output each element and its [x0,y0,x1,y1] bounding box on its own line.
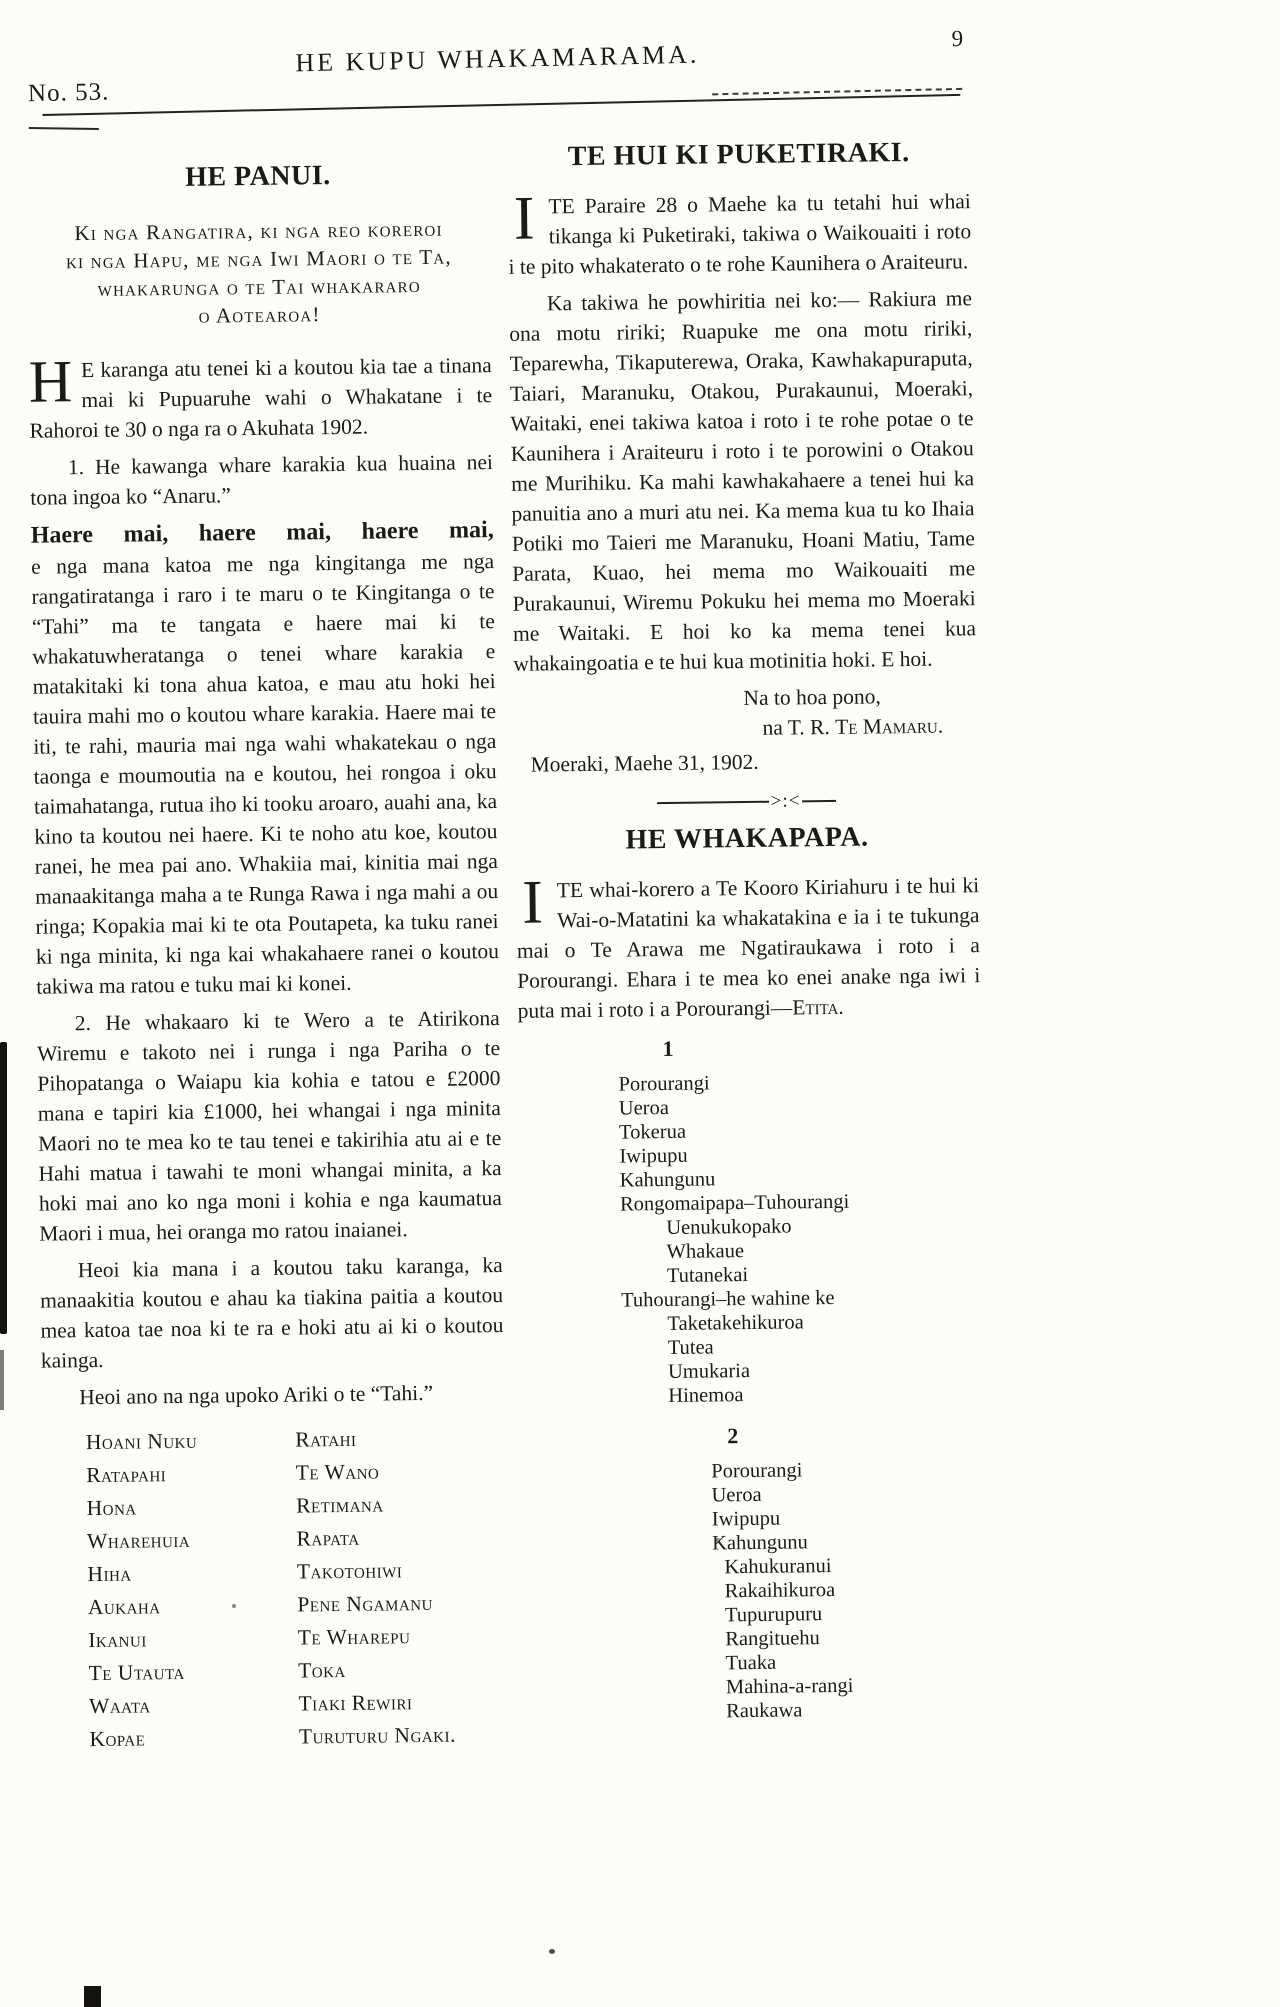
signatory-name: Waata [88,1693,151,1719]
signatory-name: Ratapahi [86,1462,167,1488]
whakapapa-entry: Taketakehikuroa [667,1311,804,1336]
whakapapa-list-1 [618,1068,985,1408]
heoi-paragraph: Heoi kia mana i a koutou taku karanga, ka manaakitia koutou e ahau ka tiakina paitia a koutou mea katoa tae noa ki te ra e hoki atu ai ki o koutou kainga. [39,1253,504,1373]
whakapapa-entry: Kahungunu [712,1531,808,1555]
issue-number: No. 53. [27,78,110,108]
dropcap-i: I [521,868,544,937]
scan-artifact-speck [549,1949,555,1954]
whakapapa-entry: Iwipupu [619,1144,688,1168]
page-title: HE KUPU WHAKAMARAMA. [295,39,700,78]
whakapapa-entry: Tuhourangi–he wahine ke [621,1286,835,1312]
whakapapa-entry: Rakaihikuroa [724,1578,836,1603]
page-number: 9 [951,25,964,52]
etita-credit: Etita. [792,994,844,1020]
signatory-name: Hiha [87,1561,132,1587]
whakapapa-entry: Whakaue [666,1240,745,1264]
whakapapa-list1-label: 1 [662,1035,674,1062]
signatory-name: Turuturu Ngaki. [298,1722,457,1749]
masthead [25,25,971,147]
signature-line [514,710,977,746]
signatory-name: Kopae [89,1726,146,1752]
divider-line [802,800,836,802]
announcement-paragraph [29,350,493,446]
whakapapa-entry: Rangituehu [725,1627,820,1651]
signatory-name: Pene Ngamanu [297,1590,434,1617]
signatory-name: Aukaha [87,1594,161,1620]
signatory-column-1 [86,1424,300,1757]
signatory-name: Te Wano [295,1459,380,1485]
panui-heading: HE PANUI. [184,160,331,193]
whakapapa-entry: Iwipupu [711,1507,781,1531]
masthead-rule [42,94,960,116]
whakapapa-entry: Tuaka [725,1651,777,1675]
signatory-name: Rapata [296,1525,360,1551]
address-line: Ki nga Rangatira, ki nga reo koreroi [74,216,443,246]
whakapapa-intro-paragraph [516,870,981,1026]
whakapapa-entry: Porourangi [711,1459,803,1483]
address-line: whakarunga o te Tai whakararo [97,272,421,301]
signature-prefix: na T. R. [762,714,836,740]
signatory-name: Hoani Nuku [85,1428,198,1455]
panui-address [27,214,491,332]
signatory-name: Ratahi [295,1426,357,1452]
whakapapa-entry: Kahukuranui [724,1555,832,1579]
scan-artifact-edge-strip [0,1350,4,1410]
address-line: o Aotearoa! [198,302,321,328]
signatory-column-2 [295,1421,509,1754]
signatory-name: Tiaki Rewiri [298,1690,413,1716]
whakapapa-entry: Mahina-a-rangi [725,1674,854,1699]
scan-artifact-edge-strip [0,1042,7,1334]
scan-artifact-speck [716,1538,720,1542]
divider-line [657,801,769,804]
signature-salutation: Na to hoa pono, [743,684,881,711]
hui-body-paragraph: Ka takiwa he powhiritia nei ko:— Rakiura me ona motu ririki; Ruapuke me ona motu ririki, Teparewha, Tikaputerewa, Oraka, Kawhakapuraputa, Taiari, Maranuku, Otakou, Purakaunui, Moeraki, Waitaki, enei takiwa katoa i roto i te rohe potae o te Kaunihera i Araiteuru i roto i te porowini o Otakou me Murihiku. Ka mahi kawhakahaere a tenei hui ka panuitia ano a muri atu nei. Ka mema kua tu ko Ihaia Potiki mo Taieri me Maranuku, Hoani Matiu, Tame Parata, Kuao, hei mema mo Waikouaiti me Purakaunui, Wiremu Pokuku hei mema mo Moeraki me Waitaki. E hoi ko ka mema tenei kua whakaingoatia e te hui kua motinitia hoki. E hoi. [509,286,977,676]
whakapapa-entry: Ueroa [711,1483,762,1507]
scan-artifact-blob [84,1986,101,2007]
signatory-name: Hona [86,1495,137,1521]
whakapapa-entry: Tutea [667,1336,714,1360]
item2-paragraph: 2. He whakaaro ki te Wero a te Atirikona Wiremu e takoto nei i runga i nga Pariha o te Pihopatanga o Waiapu kia kohia e tatou e £2000 mana e tapiri kia £1000, hei whangai i nga minita Maori no te mea ko te tau tenei e takirihia atu ai e te Hahi matua i tawahi te moni whangai minita, a ka hoki mai ano ko nga moni i kohia e nga kaumatua Maori i mua, hei oranga mo ratou inaianei. [36,1006,503,1246]
whakapapa-entry: Tokerua [618,1120,687,1144]
announcement-text: E karanga atu tenei ki a koutou kia tae a tinana mai ki Pupuaruhe wahi o Whakatane i te Rahoroi te 30 o nga ra o Akuhata 1902. [29,353,493,443]
hui-heading: TE HUI KI PUKETIRAKI. [567,136,910,173]
masthead-rule-tail [29,127,99,130]
whakapapa-entry: Tutanekai [666,1264,749,1288]
closing-paragraph: Heoi ano na nga upoko Ariki o te “Tahi.” [79,1380,434,1410]
address-line: ki nga Hapu, me nga Iwi Maori o te Ta, [65,244,452,274]
whakapapa-entry: Raukawa [726,1699,803,1723]
signatory-name: Wharehuia [86,1527,191,1554]
haere-mai-text: e nga mana katoa me nga kingitanga me nga rangatiratanga i raro i te maru o te Kingitanga o te “Tahi” ma te tangata e haere mai ki te whakatuwheratanga o tenei whare karakia e matakitaki ki tona ahua katoa, e mau atu hoki hei tauira mahi mo o koutou whare karakia. Haere mai te iti, te rahi, mauria mai nga wahi whakatekau o nga taonga e moumoutia na e koutou, hei rongoa i oku taimahatanga, rutua iho ki tooku aroaro, auahi ana, ka kino ta koutou nei haere. Ki te noho atu koe, koutou ranei, he mea pai ano. Whakiia mai, kinitia mai nga manaakitanga maha a te Runga Rawa i nga mahi a ou ringa; Kopakia mai ki te ota Poutapeta, ka tuku ranei ki nga minita, ki nga kai whakahaere ranei o koutou takiwa ma ratou e tuku mai ki konei. [31,549,500,999]
scan-artifact-speck [232,1604,236,1608]
dropcap-h: H [28,348,73,415]
hui-intro-paragraph [508,186,972,282]
haere-mai-bold-lead: Haere mai, haere mai, haere mai, [30,517,494,549]
left-column-he-panui [26,142,509,1757]
haere-mai-paragraph [31,514,500,1002]
whakapapa-list-2 [711,1456,989,1723]
whakapapa-entry: Rongomaipapa–Tuhourangi [619,1190,850,1216]
signatory-name: Retimana [295,1492,384,1518]
whakapapa-entry: Kahungunu [619,1168,716,1192]
whakapapa-entry: Tupurupuru [724,1603,823,1627]
divider-ornament [515,792,978,812]
signature-name: Te Mamaru. [835,713,944,739]
signatory-name: Te Wharepu [297,1624,411,1650]
signatory-name: Ikanui [88,1627,147,1653]
whakapapa-entry: Porourangi [618,1072,710,1096]
whakapapa-entry: Hinemoa [668,1384,744,1408]
whakapapa-entry: Ueroa [618,1096,670,1120]
page-content [26,25,981,1752]
dateline: Moeraki, Maehe 31, 1902. [530,749,759,777]
whakapapa-intro-text: TE whai-korero a Te Kooro Kiriahuru i te hui ki Wai-o-Matatini ka whakatakina e ia i te tukunga mai o Te Arawa me Ngatiraukawa i roto i a Porourangi. Ehara i te mea ko enei anake nga iwi i puta mai i roto i a Porourangi— [516,873,981,1023]
item1-paragraph: 1. He kawanga whare karakia kua huaina nei tona ingoa ko “Anaru.” [30,450,494,510]
hui-intro-text: TE Paraire 28 o Maehe ka tu tetahi hui whai tikanga ki Puketiraki, takiwa o Waikouaiti i roto i te pito whakaterato o te rohe Kaunihera o Araiteuru. [508,189,972,279]
dropcap-i: I [513,184,536,253]
signatory-name: Te Utauta [88,1659,185,1686]
signatory-name: Takotohiwi [296,1558,403,1584]
signatory-name: Toka [298,1657,346,1683]
whakapapa-entry: Uenukukopako [666,1215,792,1240]
right-column [507,136,990,1751]
whakapapa-heading: HE WHAKAPAPA. [625,821,869,856]
signatory-name-lists [86,1421,509,1756]
whakapapa-list2-label: 2 [727,1423,739,1449]
whakapapa-entry: Umukaria [667,1360,751,1384]
two-column-layout [26,136,990,1756]
divider-glyph: >:< [770,790,801,812]
